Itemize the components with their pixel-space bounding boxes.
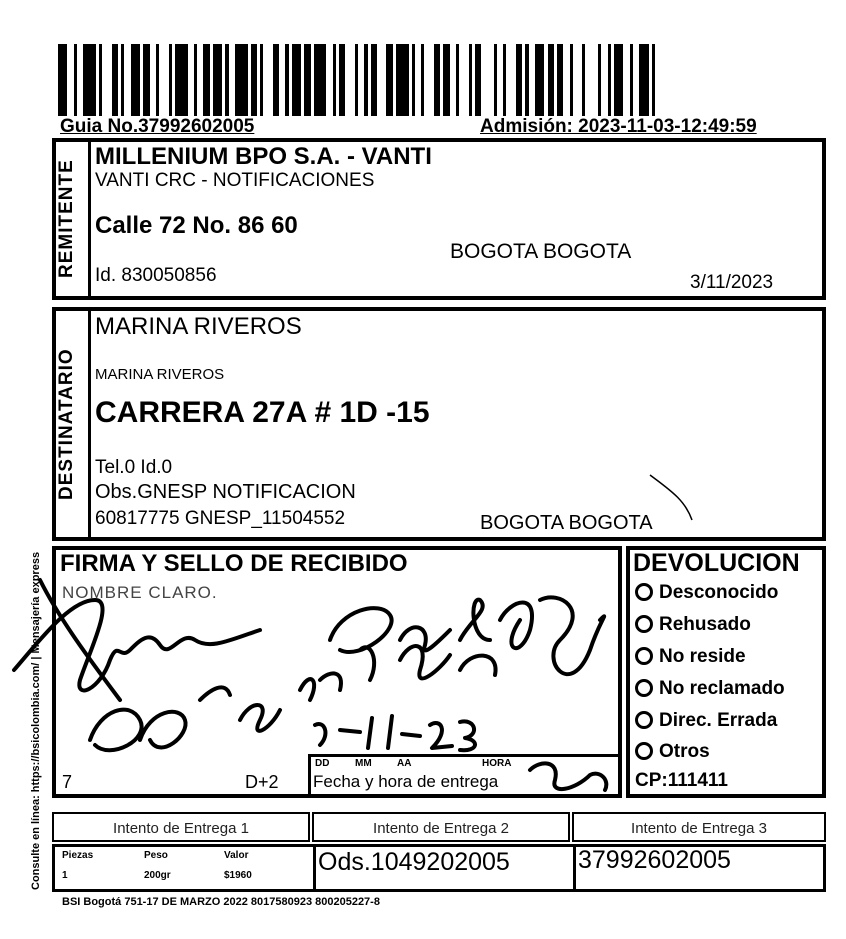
dplus-label: D+2 (245, 772, 279, 792)
devolucion-title: DEVOLUCION (633, 549, 800, 577)
destinatario-name: MARINA RIVEROS (95, 313, 302, 340)
valor-value: $1960 (224, 870, 252, 881)
remitente-id: Id. 830050856 (95, 265, 217, 286)
destinatario-label: DESTINATARIO (56, 348, 77, 500)
remitente-company: MILLENIUM BPO S.A. - VANTI (95, 143, 432, 170)
nombre-claro-label: NOMBRE CLARO. (62, 583, 218, 602)
guia-number-footer: 37992602005 (578, 846, 731, 874)
devolucion-option[interactable]: Rehusado (635, 614, 751, 636)
remitente-date: 3/11/2023 (690, 272, 774, 293)
fecha-label: Fecha y hora de entrega (313, 772, 499, 791)
resolution-text: BSI Bogotá 751-17 DE MARZO 2022 8017580923 800205227-8 (62, 896, 380, 908)
remitente-label: REMITENTE (56, 159, 77, 279)
fecha-aa: AA (397, 758, 412, 769)
destinatario-ref: 60817775 GNESP_11504552 (95, 508, 346, 529)
devolucion-option[interactable]: No reside (635, 646, 746, 668)
ods-number: Ods.1049202005 (318, 848, 510, 876)
recibido-title: FIRMA Y SELLO DE RECIBIDO (60, 550, 408, 577)
intento-entrega-2: Intento de Entrega 2 (312, 812, 570, 842)
guia-number: Guia No.37992602005 (60, 116, 255, 137)
piezas-label: Piezas (62, 850, 94, 861)
piezas-value: 1 (62, 870, 68, 881)
valor-label: Valor (224, 850, 249, 861)
destinatario-tel: Tel.0 Id.0 (95, 457, 173, 478)
fecha-hora: HORA (482, 758, 512, 769)
destinatario-name-small: MARINA RIVEROS (95, 366, 225, 383)
intento-entrega-1: Intento de Entrega 1 (52, 812, 310, 842)
devolucion-option[interactable]: Desconocido (635, 582, 778, 604)
destinatario-address: CARRERA 27A # 1D -15 (95, 396, 430, 429)
remitente-city: BOGOTA BOGOTA (450, 240, 632, 263)
devolucion-option[interactable]: Direc. Errada (635, 710, 777, 732)
fecha-dd: DD (315, 758, 330, 769)
remitente-address: Calle 72 No. 86 60 (95, 212, 298, 239)
destinatario-obs: Obs.GNESP NOTIFICACION (95, 481, 356, 503)
devolucion-option[interactable]: No reclamado (635, 678, 785, 700)
peso-label: Peso (144, 850, 168, 861)
intento-entrega-3: Intento de Entrega 3 (572, 812, 826, 842)
admision-date: Admisión: 2023-11-03-12:49:59 (480, 116, 757, 137)
fecha-mm: MM (355, 758, 372, 769)
devolucion-cp: CP:111411 (635, 770, 728, 791)
destinatario-city: BOGOTA BOGOTA (480, 512, 653, 534)
peso-value: 200gr (144, 870, 171, 881)
remitente-dept: VANTI CRC - NOTIFICACIONES (95, 170, 375, 191)
devolucion-option[interactable]: Otros (635, 741, 710, 763)
recibido-num: 7 (62, 772, 73, 792)
side-consulta-text: Consulte en línea: https://bsicolombia.com/ | Mensajería express (30, 551, 42, 890)
